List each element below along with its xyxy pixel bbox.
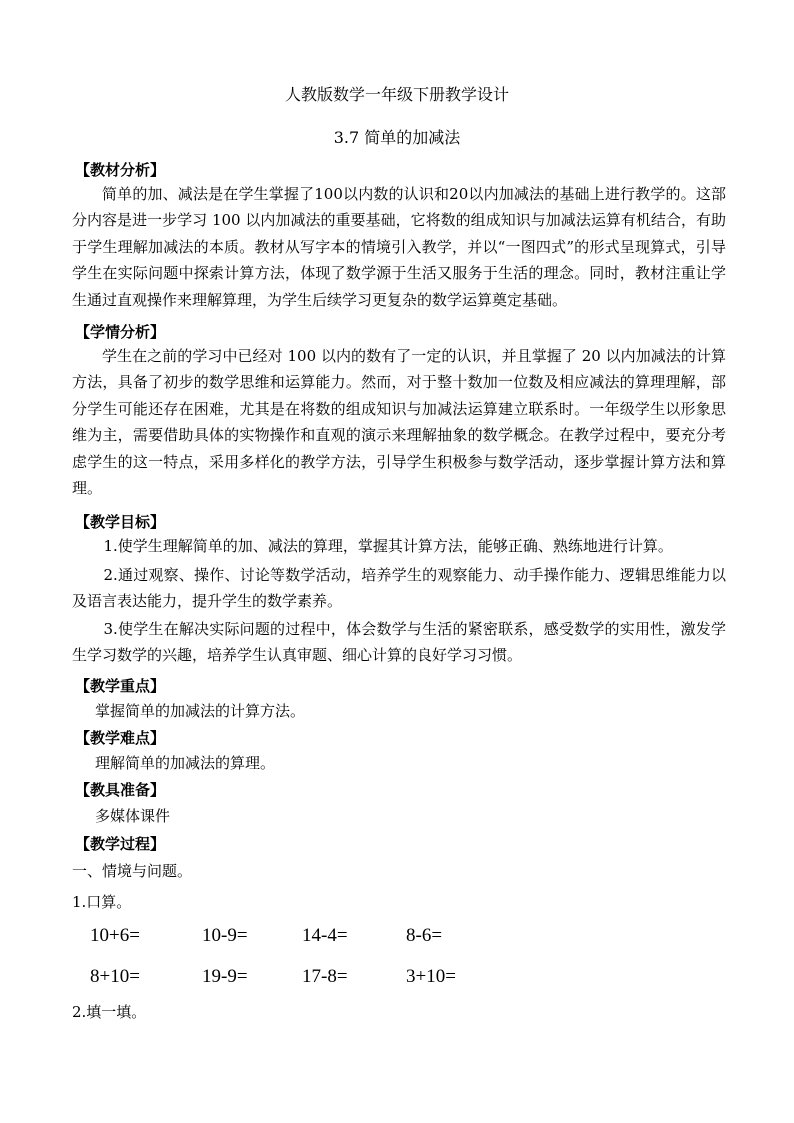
objective-item-1: 1.使学生理解简单的加、减法的算理，掌握其计算方法，能够正确、熟练地进行计算。 <box>103 537 673 555</box>
process-step-1: 一、情境与问题。 <box>72 862 193 880</box>
calc-item: 10-9= <box>202 925 248 946</box>
process-sub-1: 1.口算。 <box>72 893 132 911</box>
calc-item: 8+10= <box>90 966 140 987</box>
calc-item: 10+6= <box>90 925 140 946</box>
materials-heading: 【教具准备】 <box>75 781 166 799</box>
textbook-analysis-text: 简单的加、减法是在学生掌握了100以内数的认识和20以内加减法的基础上进行教学的。这部分内容是进一步学习 100 以内加减法的重要基础，它将数的组成知识与加减法运算有机结合，有助于学生理解加减法的本质。教材从写字本的情境引入教学，并以“一图四式”的形式呈现算式，引导学生在实际问题中探索计算方法，体现了数学源于生活又服务于生活的理念。同时，教材注重让学生通过直观操作来理解算理，为学生后续学习更复杂的数学运算奠定基础。 <box>72 185 726 309</box>
calc-row-2 <box>90 965 510 993</box>
student-analysis-heading: 【学情分析】 <box>75 323 166 341</box>
materials-text: 多媒体课件 <box>95 807 171 825</box>
document-title: 人教版数学一年级下册教学设计 <box>284 85 509 104</box>
calc-row-1 <box>90 924 510 952</box>
process-heading: 【教学过程】 <box>75 835 166 853</box>
calc-item: 14-4= <box>302 925 348 946</box>
key-points-text: 掌握简单的加减法的计算方法。 <box>95 702 306 720</box>
key-points-heading: 【教学重点】 <box>75 677 166 695</box>
document-subtitle: 3.7 简单的加减法 <box>333 128 461 147</box>
difficulties-text: 理解简单的加减法的算理。 <box>95 754 276 772</box>
student-analysis-text: 学生在之前的学习中已经对 100 以内的数有了一定的认识，并且掌握了 20 以内加减法的计算方法，具备了初步的数学思维和运算能力。然而，对于整十数加一位数及相应减法的算理理解，部分学生可能还存在困难，尤其是在将数的组成知识与加减法运算建立联系时。一年级学生以形象思维为主，需要借助具体的实物操作和直观的演示来理解抽象的数学概念。在教学过程中，要充分考虑学生的这一特点，采用多样化的教学方法，引导学生积极参与数学活动，逐步掌握计算方法和算理。 <box>72 347 726 498</box>
calc-item: 17-8= <box>302 966 348 987</box>
objective-item-2: 2.通过观察、操作、讨论等数学活动，培养学生的观察能力、动手操作能力、逻辑思维能力以及语言表达能力，提升学生的数学素养。 <box>72 566 726 611</box>
calc-item: 19-9= <box>202 966 248 987</box>
objectives-heading: 【教学目标】 <box>75 513 166 531</box>
textbook-analysis-heading: 【教材分析】 <box>75 161 166 179</box>
difficulties-heading: 【教学难点】 <box>75 729 166 747</box>
objective-item-3: 3.使学生在解决实际问题的过程中，体会数学与生活的紧密联系，感受数学的实用性，激发学生学习数学的兴趣，培养学生认真审题、细心计算的良好学习习惯。 <box>72 620 726 665</box>
calc-item: 8-6= <box>406 925 443 946</box>
process-sub-2: 2.填一填。 <box>72 1003 147 1021</box>
calc-item: 3+10= <box>406 966 456 987</box>
